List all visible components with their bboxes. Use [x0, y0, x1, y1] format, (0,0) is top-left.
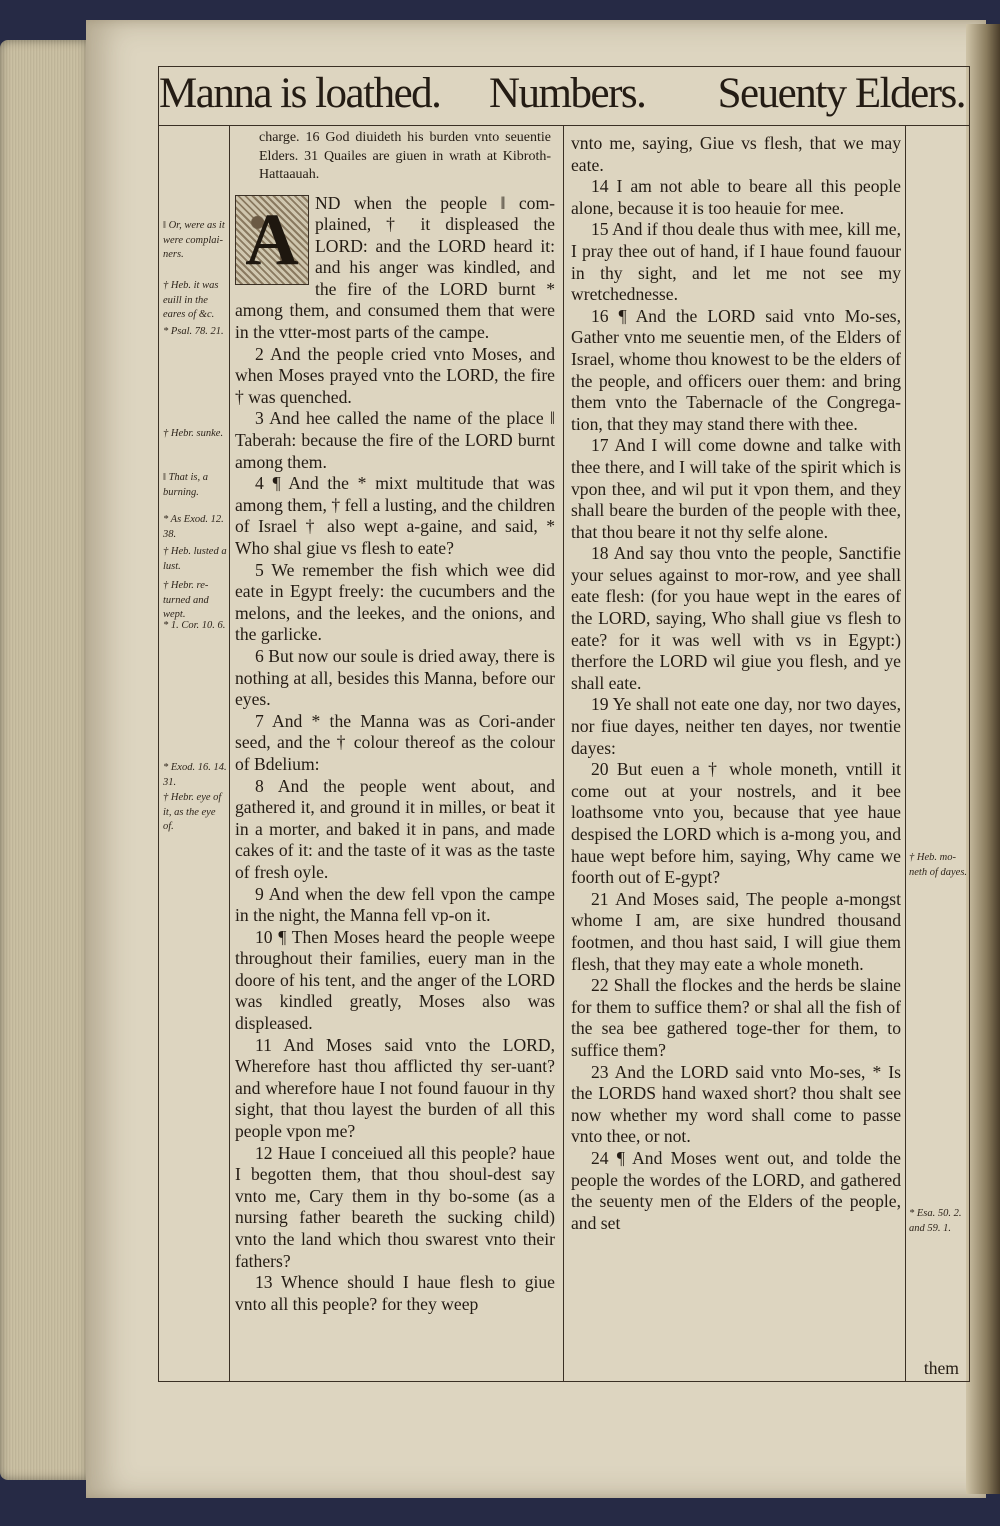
decorated-initial: A: [235, 195, 309, 285]
header-left: Manna is loathed.: [159, 70, 441, 117]
book-page-edges: [0, 40, 88, 1480]
margin-note: † Heb. lusted a lust.: [163, 546, 227, 572]
verse: 15 And if thou deale thus with mee, kill me, I pray thee out of hand, if I haue found fauour in thy sight, and let me not see my wretchednesse.: [571, 219, 901, 305]
verse: 23 And the LORD said vnto Mo-ses, * Is the LORDS hand waxed short? thou shalt see now whether my word shall come to passe vnto thee, or not.: [571, 1061, 901, 1147]
verse: 6 But now our soule is dried away, there is nothing at all, besides this Manna, before our eyes.: [235, 645, 555, 710]
verse: 12 Haue I conceiued all this people? haue I begotten them, that thou shoul-dest say vnto me, Cary them in thy bo-some (as a nursing father beareth the sucking child) vnto the land which thou swarest vnto their fathers?: [235, 1142, 555, 1271]
verse: 5 We remember the fish which wee did eate in Egypt freely: the cucumbers and the melons, and the leekes, and the onions, and the garlicke.: [235, 559, 555, 645]
verse: 7 And * the Manna was as Cori-ander seed, and the † colour thereof as the colour of Bdelium:: [235, 710, 555, 774]
verse: 2 And the people cried vnto Moses, and when Moses prayed vnto the LORD, the fire † was quenched.: [235, 343, 555, 407]
verse: 17 And I will come downe and talke with thee there, and I will take of the spirit which is vpon thee, and wil put it vpon them, and they shall beare the burden of the people with thee, that thou beare it not thy selfe alone.: [571, 435, 901, 542]
verse: A ND when the people ‖ com-plained, † it displeased the LORD: and the LORD heard it: and his anger was kindled, and the fire of the LORD burnt * among them, and consumed them that were in the vtter-most parts of the campe.: [235, 192, 555, 343]
verse: 21 And Moses said, The people a-mongst whome I am, are sixe hundred thousand footmen, and thou hast said, I will giue them flesh, that they may eate a whole moneth.: [571, 888, 901, 974]
chapter-summary: charge. 16 God diuideth his burden vnto seuentie Elders. 31 Quailes are giuen in wrath at Kibroth-Hattaauah.: [259, 130, 551, 182]
catchword: them: [923, 1358, 959, 1378]
column-rule: [563, 125, 564, 1381]
header-right: Seuenty Elders.: [717, 70, 965, 117]
margin-note: † Hebr. sunke.: [163, 428, 224, 439]
verse: 14 I am not able to beare all this people alone, because it is too heauie for mee.: [571, 176, 901, 218]
header-center: Numbers.: [489, 70, 646, 117]
margin-note: * 1. Cor. 10. 6.: [163, 620, 226, 631]
verse: 4 ¶ And the * mixt multitude that was among them, † fell a lusting, and the children of Israel † also wept a-gaine, and said, * Who shal giue vs flesh to eate?: [235, 473, 555, 558]
verse: 19 Ye shall not eate one day, nor two dayes, nor fiue dayes, neither ten dayes, nor twentie dayes:: [571, 694, 901, 758]
text-column-left: [235, 129, 555, 1315]
book-binding-edge: [966, 24, 1000, 1494]
verse: 8 And the people went about, and gathered it, and ground it in milles, or beat it in a morter, and baked it in pans, and made cakes of it: and the taste of it was as the taste of fresh oyle.: [235, 775, 555, 882]
verse: 10 ¶ Then Moses heard the people weepe throughout their families, euery man in the doore of his tent, and the anger of the LORD was kindled greatly, Moses also was displeased.: [235, 926, 555, 1034]
running-header: [159, 67, 969, 126]
margin-note: * Esa. 50. 2. and 59. 1.: [909, 1208, 962, 1234]
verse: 18 And say thou vnto the people, Sanctifie your selues against to mor-row, and yee shall eate flesh: (for you haue wept in the eares of the LORD, saying, Who shall giue vs flesh to eate? for it was well with vs in Egypt:) therfore the LORD wil giue you flesh, and ye shall eate.: [571, 543, 901, 693]
verse: 22 Shall the flockes and the herds be slaine for them to suffice them? or shal all the fish of the sea bee gathered toge-ther for them, to suffice them?: [571, 975, 901, 1060]
verse: 24 ¶ And Moses went out, and tolde the people the wordes of the LORD, and gathered the seuenty men of the Elders of the people, and set: [571, 1147, 901, 1233]
verse: vnto me, saying, Giue vs flesh, that we may eate.: [571, 133, 901, 175]
margin-note: * As Exod. 12. 38.: [163, 514, 224, 540]
verse: 20 But euen a † whole moneth, vntill it come out at your nostrels, and it bee loathsome vnto you, because that yee haue despised the LORD which is a-mong you, and haue wept before him, saying, Why came we foorth out of E-gypt?: [571, 759, 901, 888]
verse: 9 And when the dew fell vpon the campe in the night, the Manna fell vp-on it.: [235, 883, 555, 926]
right-margin-rule: [905, 125, 906, 1381]
margin-note: † Hebr. re-turned and wept.: [163, 580, 209, 620]
verse: 16 ¶ And the LORD said vnto Mo-ses, Gather vnto me seuentie men, of the Elders of Israel, whome thou knowest to be the elders of the people, and officers ouer them: and bring them vnto the Tabernacle of the Congrega-tion, that they may stand there with thee.: [571, 305, 901, 434]
margin-note: ‖ Or, were as it were complai-ners.: [163, 220, 225, 260]
page-frame: [158, 66, 970, 1382]
margin-note: * Psal. 78. 21.: [163, 326, 224, 337]
margin-note: ‖ That is, a burning.: [163, 472, 208, 498]
verse: 13 Whence should I haue flesh to giue vnto all this people? for they weep: [235, 1272, 555, 1314]
left-margin-rule: [229, 125, 230, 1381]
margin-note: † Heb. it was euill in the eares of &c.: [163, 280, 219, 320]
verse: 3 And hee called the name of the place ‖ Taberah: because the fire of the LORD burnt among them.: [235, 408, 555, 472]
margin-note: † Heb. mo-neth of dayes.: [909, 852, 968, 878]
verse: 11 And Moses said vnto the LORD, Wherefore hast thou afflicted thy ser-uant? and wherefore haue I not found fauour in thy sight, that thou layest the burden of all this people vpon me?: [235, 1034, 555, 1142]
margin-note: * Exod. 16. 14. 31.: [163, 762, 227, 788]
text-column-right: [571, 133, 901, 1234]
margin-note: † Hebr. eye of it, as the eye of.: [163, 792, 222, 832]
